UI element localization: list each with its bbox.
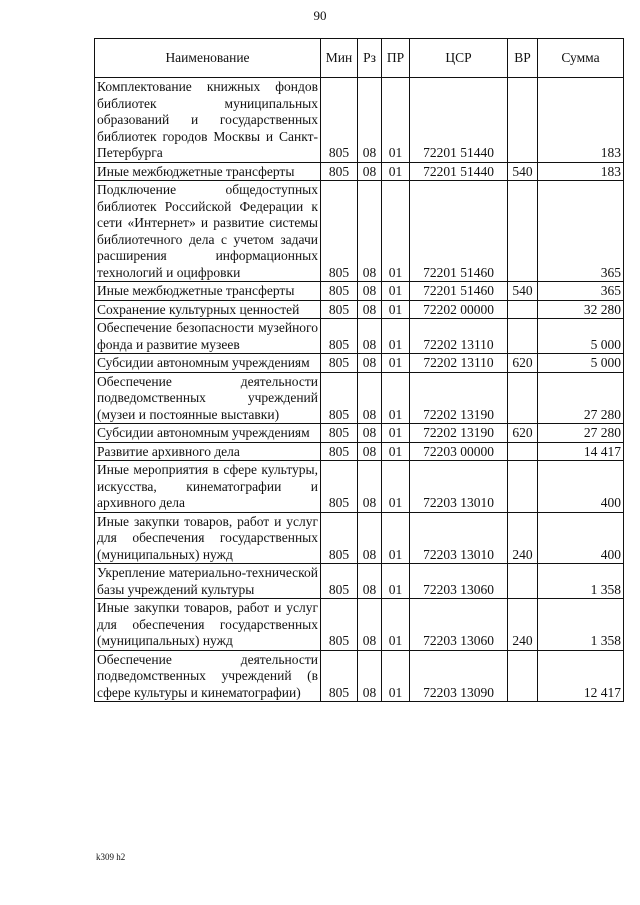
table-row <box>95 372 624 424</box>
row-vr <box>508 300 538 319</box>
row-rz: 08 <box>358 372 382 424</box>
row-name: Иные межбюджетные трансферты <box>95 282 321 301</box>
row-csr: 72203 13060 <box>410 599 508 651</box>
header-pr: ПР <box>382 39 410 78</box>
row-pr: 01 <box>382 78 410 163</box>
row-csr: 72203 00000 <box>410 442 508 461</box>
row-name: Укрепление материально-технической базы учреждений культуры <box>95 564 321 599</box>
header-vr: ВР <box>508 39 538 78</box>
page-number: 90 <box>313 8 327 23</box>
row-min: 805 <box>321 650 358 702</box>
table-row <box>95 300 624 319</box>
row-min: 805 <box>321 78 358 163</box>
footer-code: k309 h2 <box>96 852 126 862</box>
row-pr: 01 <box>382 564 410 599</box>
table-row <box>95 442 624 461</box>
row-csr: 72203 13090 <box>410 650 508 702</box>
row-csr: 72203 13010 <box>410 512 508 564</box>
row-min: 805 <box>321 564 358 599</box>
row-rz: 08 <box>358 319 382 354</box>
row-csr: 72203 13010 <box>410 461 508 513</box>
row-min: 805 <box>321 424 358 443</box>
row-pr: 01 <box>382 282 410 301</box>
row-pr: 01 <box>382 181 410 282</box>
header-min: Мин <box>321 39 358 78</box>
table-row <box>95 424 624 443</box>
row-min: 805 <box>321 319 358 354</box>
row-sum: 32 280 <box>538 300 624 319</box>
row-pr: 01 <box>382 372 410 424</box>
row-min: 805 <box>321 181 358 282</box>
row-vr: 540 <box>508 162 538 181</box>
row-csr: 72202 13110 <box>410 319 508 354</box>
row-name: Иные мероприятия в сфере культуры, искусства, кинематографии и архивного дела <box>95 461 321 513</box>
row-vr <box>508 650 538 702</box>
row-min: 805 <box>321 512 358 564</box>
row-min: 805 <box>321 372 358 424</box>
row-pr: 01 <box>382 599 410 651</box>
row-name: Субсидии автономным учреждениям <box>95 424 321 443</box>
row-csr: 72202 13110 <box>410 354 508 373</box>
row-sum: 27 280 <box>538 372 624 424</box>
row-min: 805 <box>321 282 358 301</box>
row-pr: 01 <box>382 650 410 702</box>
row-sum: 14 417 <box>538 442 624 461</box>
row-rz: 08 <box>358 282 382 301</box>
row-vr: 620 <box>508 354 538 373</box>
row-sum: 400 <box>538 512 624 564</box>
table-row <box>95 181 624 282</box>
row-csr: 72201 51460 <box>410 282 508 301</box>
row-sum: 12 417 <box>538 650 624 702</box>
row-rz: 08 <box>358 424 382 443</box>
row-rz: 08 <box>358 461 382 513</box>
table-row <box>95 564 624 599</box>
header-rz: Рз <box>358 39 382 78</box>
row-csr: 72201 51440 <box>410 162 508 181</box>
table-row <box>95 599 624 651</box>
row-rz: 08 <box>358 512 382 564</box>
row-vr <box>508 564 538 599</box>
row-vr: 540 <box>508 282 538 301</box>
row-pr: 01 <box>382 461 410 513</box>
row-name: Комплектование книжных фондов библиотек муниципальных образований и государственных библиотек городов Москвы и Санкт-Петербурга <box>95 78 321 163</box>
row-vr <box>508 461 538 513</box>
row-sum: 1 358 <box>538 564 624 599</box>
row-csr: 72201 51440 <box>410 78 508 163</box>
row-pr: 01 <box>382 424 410 443</box>
header-csr: ЦСР <box>410 39 508 78</box>
table-row <box>95 162 624 181</box>
table-row <box>95 512 624 564</box>
row-csr: 72202 13190 <box>410 424 508 443</box>
row-min: 805 <box>321 599 358 651</box>
row-name: Обеспечение деятельности подведомственных учреждений (музеи и постоянные выставки) <box>95 372 321 424</box>
row-name: Сохранение культурных ценностей <box>95 300 321 319</box>
row-rz: 08 <box>358 162 382 181</box>
row-name: Обеспечение безопасности музейного фонда и развитие музеев <box>95 319 321 354</box>
row-sum: 183 <box>538 78 624 163</box>
row-pr: 01 <box>382 300 410 319</box>
row-rz: 08 <box>358 78 382 163</box>
row-csr: 72202 13190 <box>410 372 508 424</box>
row-sum: 400 <box>538 461 624 513</box>
row-rz: 08 <box>358 181 382 282</box>
row-vr <box>508 181 538 282</box>
row-sum: 365 <box>538 282 624 301</box>
row-pr: 01 <box>382 354 410 373</box>
row-csr: 72201 51460 <box>410 181 508 282</box>
row-rz: 08 <box>358 564 382 599</box>
table-row <box>95 78 624 163</box>
row-rz: 08 <box>358 650 382 702</box>
row-vr: 620 <box>508 424 538 443</box>
row-sum: 5 000 <box>538 319 624 354</box>
table-header-row <box>95 39 624 78</box>
table-row <box>95 354 624 373</box>
row-min: 805 <box>321 300 358 319</box>
row-name: Субсидии автономным учреждениям <box>95 354 321 373</box>
row-vr <box>508 319 538 354</box>
row-sum: 5 000 <box>538 354 624 373</box>
row-name: Подключение общедоступных библиотек Российской Федерации к сети «Интернет» и развитие системы библиотечного дела с учетом задачи расширения информационных технологий и оцифровки <box>95 181 321 282</box>
row-min: 805 <box>321 442 358 461</box>
row-sum: 1 358 <box>538 599 624 651</box>
row-vr: 240 <box>508 599 538 651</box>
row-name: Иные закупки товаров, работ и услуг для обеспечения государственных (муниципальных) нужд <box>95 512 321 564</box>
row-pr: 01 <box>382 162 410 181</box>
row-csr: 72203 13060 <box>410 564 508 599</box>
table-row <box>95 650 624 702</box>
row-csr: 72202 00000 <box>410 300 508 319</box>
row-min: 805 <box>321 162 358 181</box>
row-vr <box>508 442 538 461</box>
row-min: 805 <box>321 354 358 373</box>
row-min: 805 <box>321 461 358 513</box>
table-row <box>95 282 624 301</box>
row-vr <box>508 372 538 424</box>
row-pr: 01 <box>382 512 410 564</box>
row-rz: 08 <box>358 354 382 373</box>
row-rz: 08 <box>358 442 382 461</box>
header-sum: Сумма <box>538 39 624 78</box>
row-rz: 08 <box>358 300 382 319</box>
row-name: Развитие архивного дела <box>95 442 321 461</box>
row-name: Иные межбюджетные трансферты <box>95 162 321 181</box>
row-sum: 27 280 <box>538 424 624 443</box>
row-pr: 01 <box>382 319 410 354</box>
row-pr: 01 <box>382 442 410 461</box>
row-sum: 365 <box>538 181 624 282</box>
row-vr: 240 <box>508 512 538 564</box>
header-name: Наименование <box>95 39 321 78</box>
table-row <box>95 461 624 513</box>
row-name: Иные закупки товаров, работ и услуг для обеспечения государственных (муниципальных) нужд <box>95 599 321 651</box>
row-name: Обеспечение деятельности подведомственных учреждений (в сфере культуры и кинематографии) <box>95 650 321 702</box>
row-sum: 183 <box>538 162 624 181</box>
row-rz: 08 <box>358 599 382 651</box>
row-vr <box>508 78 538 163</box>
table-row <box>95 319 624 354</box>
budget-table <box>94 38 624 702</box>
